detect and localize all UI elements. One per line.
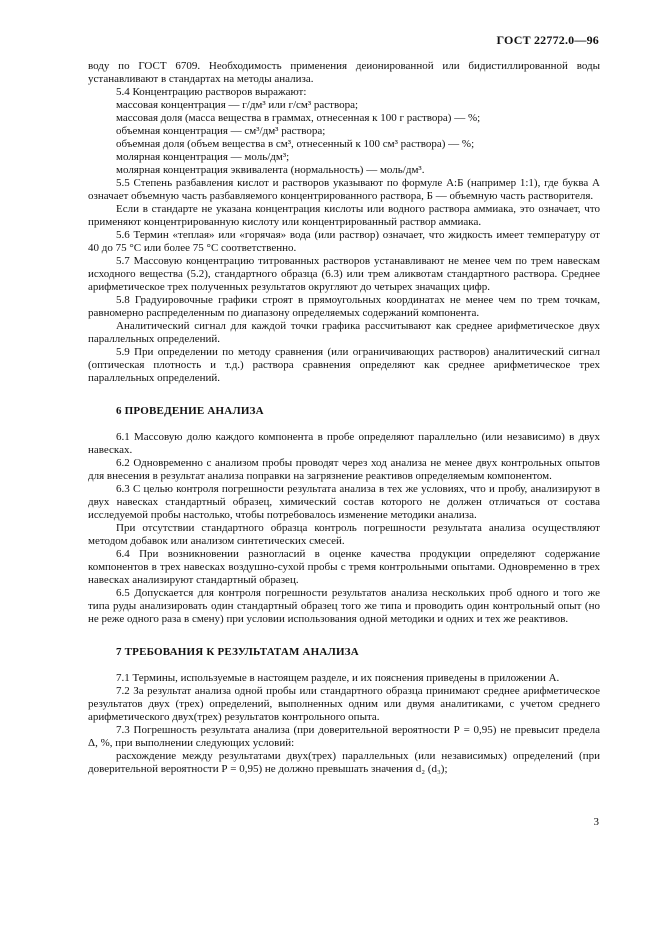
document-body [88,60,600,776]
list-item: массовая концентрация — г/дм³ или г/см³ раствора; [116,99,359,111]
paragraph: 7.1 Термины, используемые в настоящем разделе, и их пояснения приведены в приложении А. [116,672,560,684]
list-item: объемная концентрация — см³/дм³ раствора; [116,125,326,137]
paragraph: При отсутствии стандартного образца контроль погрешности результата анализа осуществляют методом добавок или анализом синтетических смесей. [88,522,600,547]
paragraph: расхождение между результатами двух(трех) параллельных (или независимых) определений (при доверительной вероятности Р = 0,95) не должно превышать значения d₂ (d₃); [88,750,600,775]
paragraph: 6.5 Допускается для контроля погрешности результатов анализа нескольких проб одного и того же типа руды анализировать один стандартный образец того же типа и проводить один контрольный опыт (но не реже одного раза в смену) при условии использования одной методики и одних и тех же реактивов. [88,587,600,625]
paragraph: 6.1 Массовую долю каждого компонента в пробе определяют параллельно (или независимо) в двух навесках. [88,431,600,456]
paragraph: 6.2 Одновременно с анализом пробы проводят через ход анализа не менее двух контрольных опытов для внесения в результат анализа поправки на загрязнение реактивов определяемым компонентом. [88,457,600,482]
list-item: объемная доля (объем вещества в см³, отнесенный к 100 см³ раствора) — %; [116,138,475,150]
paragraph: 7.2 За результат анализа одной пробы или стандартного образца принимают среднее арифметическое результатов двух (трех) определений, выполненных одним или двумя аналитиками, с учетом среднего арифметического двух(трех) результатов контрольного опыта. [88,685,600,723]
paragraph: Аналитический сигнал для каждой точки графика рассчитывают как среднее арифметическое двух параллельных определений. [88,320,600,345]
paragraph: 5.9 При определении по методу сравнения (или ограничивающих растворов) аналитический сигнал (оптическая плотность и т.д.) раствора сравнения определяют как среднее арифметическое трех параллельных определений. [88,346,600,384]
list-item: молярная концентрация — моль/дм³; [116,151,290,163]
paragraph: 5.5 Степень разбавления кислот и растворов указывают по формуле А:Б (например 1:1), где буква А означает объемную часть разбавляемого концентрированного раствора, Б — объемную часть растворителя. [88,177,600,202]
paragraph: воду по ГОСТ 6709. Необходимость применения деионированной или бидистиллированной воды устанавливают в стандартах на методы анализа. [88,60,600,85]
document-code-header: ГОСТ 22772.0—96 [496,33,599,47]
paragraph: 5.7 Массовую концентрацию титрованных растворов устанавливают не менее чем по трем навескам исходного вещества (5.2), стандартного образца (6.3) или трем аликвотам стандартного раствора. Среднее арифметическое трех полученных результатов округляют до четырех значащих цифр. [88,255,600,293]
concentration-list [88,99,600,177]
section-heading: 7 ТРЕБОВАНИЯ К РЕЗУЛЬТАТАМ АНАЛИЗА [116,646,359,658]
paragraph: 5.8 Градуировочные графики строят в прямоугольных координатах не менее чем по трем точкам, равномерно распределенным по диапазону определяемых содержаний компонента. [88,294,600,319]
paragraph: 5.6 Термин «теплая» или «горячая» вода (или раствор) означает, что жидкость имеет температуру от 40 до 75 °С или более 75 °С соответственно. [88,229,600,254]
paragraph: 6.3 С целью контроля погрешности результата анализа в тех же условиях, что и пробу, анализируют в двух навесках стандартный образец, химический состав которого не должен отличаться от состава исследуемой пробы настолько, чтобы потребовалось изменение методики анализа. [88,483,600,521]
page-number: 3 [593,816,599,828]
paragraph: Если в стандарте не указана концентрация кислоты или водного раствора аммиака, это означает, что применяют концентрированную кислоту или концентрированный раствор аммиака. [88,203,600,228]
paragraph: 6.4 При возникновении разногласий в оценке качества продукции определяют содержание компонентов в трех навесках воздушно-сухой пробы с тремя контрольными опытами. Одновременно в трех навесках анализируют стандартный образец. [88,548,600,586]
paragraph: 7.3 Погрешность результата анализа (при доверительной вероятности Р = 0,95) не превысит предела Δ, %, при выполнении следующих условий: [88,724,600,749]
paragraph: 5.4 Концентрацию растворов выражают: [116,86,307,98]
list-item: молярная концентрация эквивалента (нормальность) — моль/дм³. [116,164,425,176]
list-item: массовая доля (масса вещества в граммах, отнесенная к 100 г раствора) — %; [116,112,481,124]
section-heading: 6 ПРОВЕДЕНИЕ АНАЛИЗА [116,405,264,417]
